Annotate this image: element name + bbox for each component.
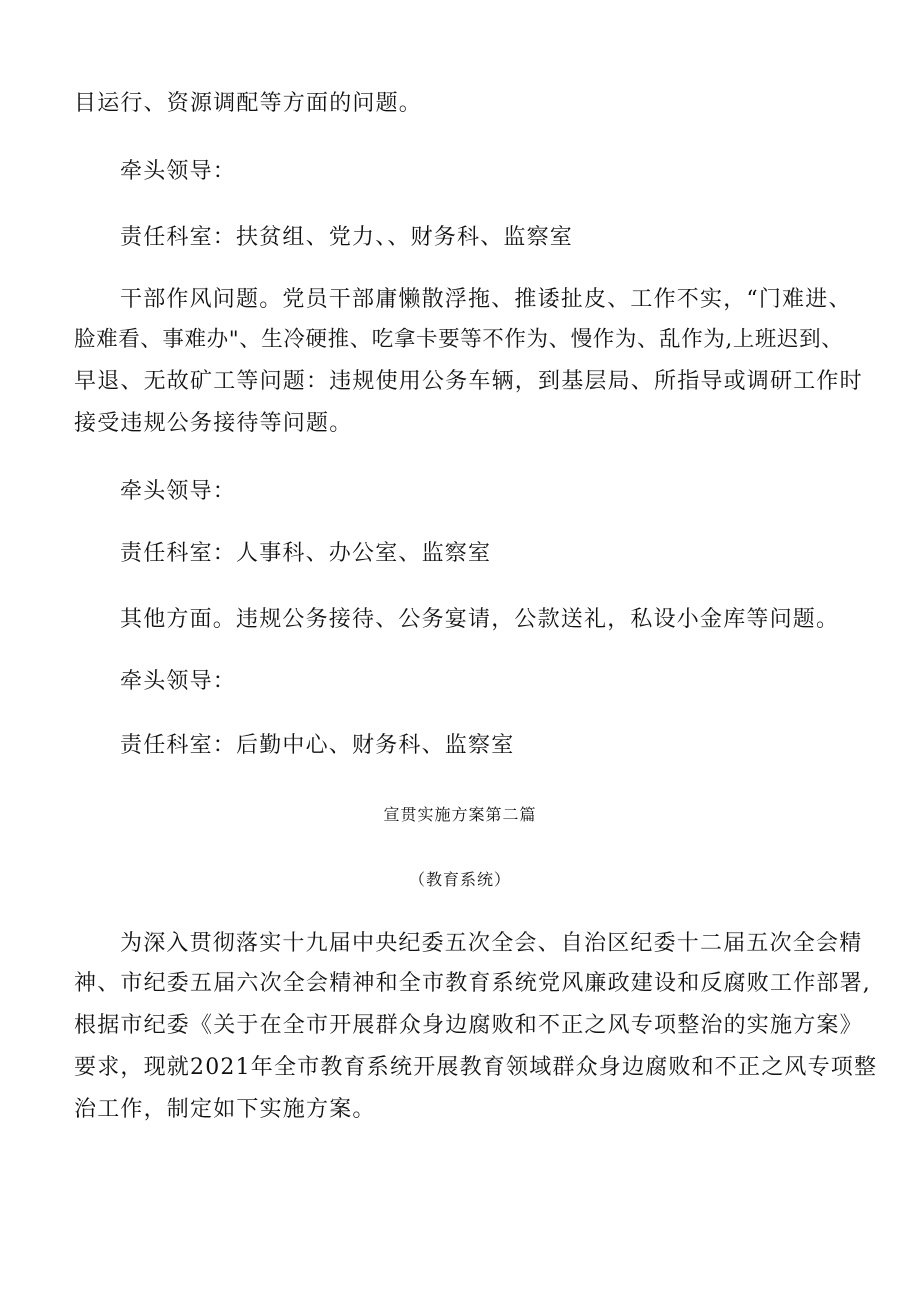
section-title: 宣贯实施方案第二篇 <box>383 805 537 824</box>
responsible-dept-line: 责任科室：后勤中心、财务科、监察室 <box>120 733 515 758</box>
other-aspects-paragraph: 其他方面。违规公务接待、公务宴请，公款送礼，私设小金库等问题。 <box>120 607 840 632</box>
section-subtitle: （教育系统） <box>408 870 511 889</box>
paragraph-continuation-line: 目运行、资源调配等方面的问题。 <box>74 91 423 116</box>
intro-paragraph-line-4: 要求，现就2021年全市教育系统开展教育领域群众身边腐败和不正之风专项整 <box>74 1055 878 1080</box>
lead-leader-label: 牵头领导： <box>120 479 237 504</box>
cadre-style-paragraph-line-4: 接受违规公务接待等问题。 <box>74 411 353 436</box>
intro-paragraph-line-5: 治工作，制定如下实施方案。 <box>74 1097 376 1122</box>
cadre-style-paragraph-line-1: 干部作风问题。党员干部庸懒散浮拖、推诿扯皮、工作不实，“门难进、 <box>120 287 852 312</box>
intro-paragraph-line-2: 神、市纪委五届六次全会精神和全市教育系统党风廉政建设和反腐败工作部署, <box>74 971 871 996</box>
cadre-style-paragraph-line-3: 早退、无故矿工等问题：违规使用公务车辆，到基层局、所指导或调研工作时 <box>74 369 863 394</box>
cadre-style-paragraph-line-2: 脸难看、事难办"、生冷硬推、吃拿卡要等不作为、慢作为、乱作为,上班迟到、 <box>74 327 844 352</box>
lead-leader-label: 牵头领导： <box>120 159 237 184</box>
intro-paragraph-line-1: 为深入贯彻落实十九届中央纪委五次全会、自治区纪委十二届五次全会精 <box>120 931 863 956</box>
intro-paragraph-line-3: 根据市纪委《关于在全市开展群众身边腐败和不正之风专项整治的实施方案》 <box>74 1013 863 1038</box>
lead-leader-label: 牵头领导： <box>120 669 237 694</box>
responsible-dept-line: 责任科室：扶贫组、党力、、财务科、监察室 <box>120 225 574 250</box>
responsible-dept-line: 责任科室：人事科、办公室、监察室 <box>120 541 492 566</box>
